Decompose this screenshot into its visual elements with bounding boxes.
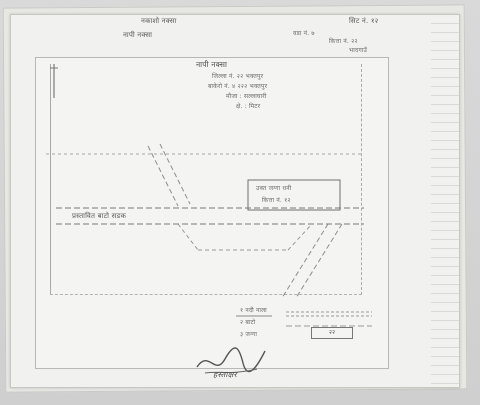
parcel-label-2: कित्ता नं. १२ [262,197,291,204]
legend-item-3: ३ जग्गा [240,331,258,338]
parcel-label-1: उक्त जग्गा धनी [256,185,292,192]
signature-text: हस्ताक्षर [213,370,237,379]
info-line-3: मौजा : सल्लाघारी [226,93,267,100]
map-title: नापी नक्सा [196,60,228,69]
legend-item-1: १ नदी नाला [240,307,267,314]
info-line-1: जिल्ला नं. २२ भक्तपुर [212,73,264,80]
legend-item-2: २ बाटो [240,319,256,326]
map-sheet [35,57,389,369]
legend-box: २२ [311,327,353,339]
info-line-2: बाकेरो नं. ४ २२२ भक्तपुर [208,83,268,90]
header-left-text: नकाशो नक्सा [141,17,177,25]
subheader-left-text: नापी नक्सा [123,31,153,39]
subheader-right-1: वडा नं. ७ [293,30,315,37]
info-line-4: क्षे. : मिटर [236,103,261,110]
road-label: प्रस्तावित बाटो सडक [72,212,127,220]
header-right-text: सिट नं. १२ [349,17,379,25]
document-paper [10,14,460,388]
ruled-margin [431,15,459,387]
subheader-right-2: कित्ता नं. २२ [329,38,358,45]
subheader-right-3: भादगाउँ [349,47,367,54]
